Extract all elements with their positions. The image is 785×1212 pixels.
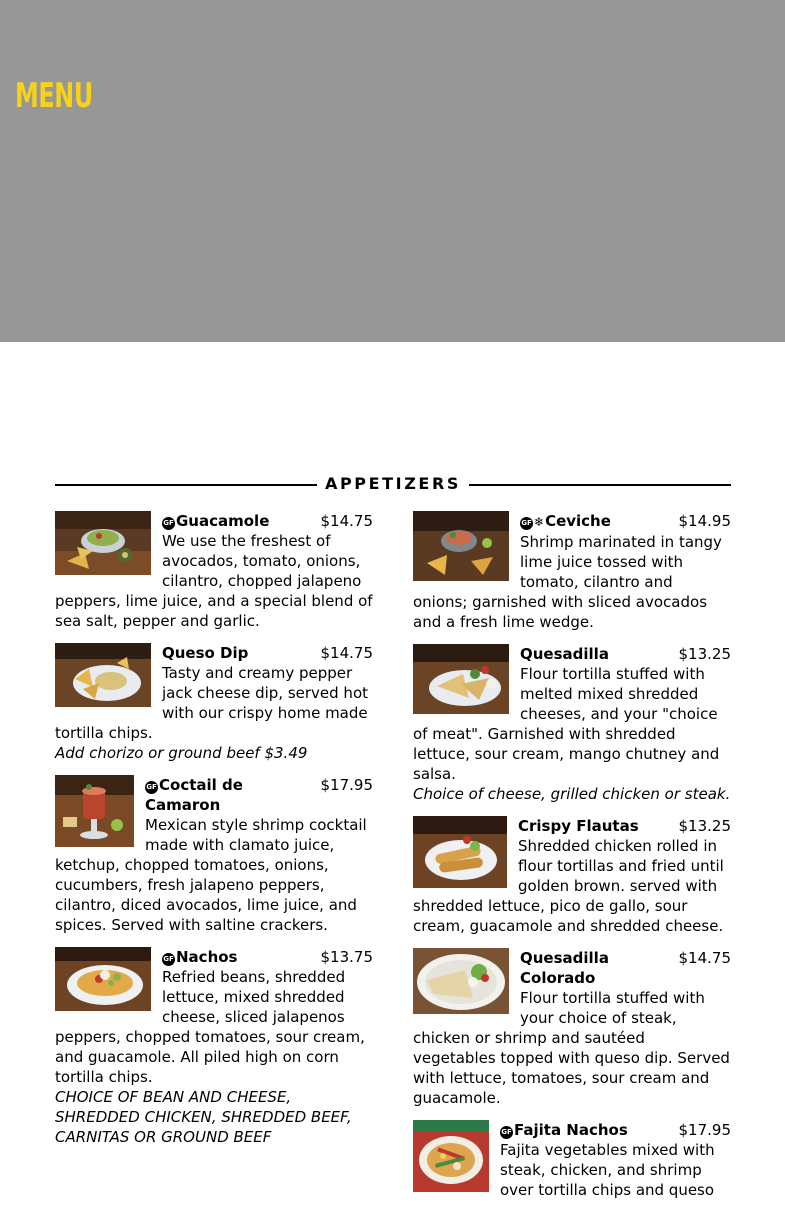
- item-name: Nachos: [176, 948, 238, 966]
- item-price: $13.25: [678, 645, 731, 663]
- item-description: Tasty and creamy pepper jack cheese dip, served hot with our crispy home made tortilla chips.: [55, 664, 369, 742]
- item-description: Fajita vegetables mixed with steak, chicken, and shrimp over tortilla chips and queso: [500, 1141, 715, 1199]
- item-description: Flour tortilla stuffed with your choice of steak, chicken or shrimp and sautéed vegetables topped with queso dip. Served with lettuce, tomatoes, sour cream and guacamole.: [413, 989, 730, 1107]
- menu-item-ceviche[interactable]: [413, 511, 731, 632]
- item-price: $17.95: [320, 776, 373, 794]
- flautas-photo: [413, 816, 507, 888]
- queso-dip-photo: [55, 643, 151, 707]
- quesadilla-photo: [413, 644, 509, 714]
- item-name: Crispy Flautas: [518, 817, 639, 835]
- item-name: Quesadilla Colorado: [520, 949, 609, 987]
- menu-column-right: [413, 511, 731, 1212]
- divider-right: [469, 484, 731, 486]
- item-description: Mexican style shrimp cocktail made with clamato juice, ketchup, chopped tomatoes, onions, cucumbers, fresh jalapeno peppers, cilantro, diced avocados, lime juice, and spices. Served with saltine crackers.: [55, 816, 367, 934]
- divider-left: [55, 484, 317, 486]
- menu-item-nachos[interactable]: [55, 947, 373, 1147]
- menu-item-crispy-flautas[interactable]: [413, 816, 731, 936]
- item-price: $14.75: [320, 644, 373, 662]
- item-note: Choice of cheese, grilled chicken or steak.: [413, 785, 731, 803]
- item-name: Quesadilla: [520, 645, 609, 663]
- gluten-free-icon: GF: [162, 953, 175, 966]
- page-title: MENU: [15, 76, 93, 116]
- menu-item-quesadilla-colorado[interactable]: [413, 948, 731, 1108]
- item-price: $17.95: [678, 1121, 731, 1139]
- item-name: Queso Dip: [162, 644, 249, 662]
- item-description: Flour tortilla stuffed with melted mixed shredded cheeses, and your "choice of meat". Garnished with shredded lettuce, sour cream, mango chutney and salsa.: [413, 665, 720, 783]
- item-price: $14.75: [320, 512, 373, 530]
- menu-item-guacamole[interactable]: [55, 511, 373, 631]
- menu-item-fajita-nachos[interactable]: [413, 1120, 731, 1200]
- item-name: Guacamole: [176, 512, 270, 530]
- item-price: $14.75: [678, 949, 731, 967]
- menu-column-left: [55, 511, 373, 1159]
- item-description: Shrimp marinated in tangy lime juice tossed with tomato, cilantro and onions; garnished with sliced avocados and a fresh lime wedge.: [413, 533, 722, 631]
- item-description: Shredded chicken rolled in flour tortillas and fried until golden brown. served with shredded lettuce, pico de gallo, sour cream, guacamole and shredded cheese.: [413, 837, 724, 935]
- item-price: $13.75: [320, 948, 373, 966]
- menu-item-coctail-de-camaron[interactable]: [55, 775, 373, 935]
- gluten-free-icon: GF: [162, 517, 175, 530]
- menu-item-queso-dip[interactable]: [55, 643, 373, 763]
- fajita-nachos-photo: [413, 1120, 489, 1192]
- gluten-free-icon: GF: [500, 1126, 513, 1139]
- section-header-appetizers: [55, 472, 731, 498]
- menu-item-quesadilla[interactable]: [413, 644, 731, 804]
- item-name: Ceviche: [545, 512, 611, 530]
- item-description: We use the freshest of avocados, tomato, onions, cilantro, chopped jalapeno peppers, lime juice, and a special blend of sea salt, pepper and garlic.: [55, 532, 373, 630]
- gluten-free-icon: GF: [145, 781, 158, 794]
- item-note: CHOICE OF BEAN AND CHEESE, SHREDDED CHICKEN, SHREDDED BEEF, CARNITAS OR GROUND BEEF: [55, 1088, 352, 1146]
- item-description: Refried beans, shredded lettuce, mixed shredded cheese, sliced jalapenos peppers, chopped tomatoes, sour cream, and guacamole. All piled high on corn tortilla chips.: [55, 968, 365, 1086]
- item-price: $13.25: [678, 817, 731, 835]
- hero-banner: [0, 0, 785, 342]
- guacamole-photo: [55, 511, 151, 575]
- item-note: Add chorizo or ground beef $3.49: [55, 744, 308, 762]
- nachos-photo: [55, 947, 151, 1011]
- item-name: Fajita Nachos: [514, 1121, 628, 1139]
- raw-seafood-icon: ❄: [534, 515, 545, 529]
- shrimp-cocktail-photo: [55, 775, 134, 847]
- item-name: Coctail de Camaron: [145, 776, 243, 814]
- ceviche-photo: [413, 511, 509, 581]
- quesadilla-colorado-photo: [413, 948, 509, 1014]
- gluten-free-icon: GF: [520, 517, 533, 530]
- item-price: $14.95: [678, 512, 731, 530]
- section-title: APPETIZERS: [324, 474, 461, 493]
